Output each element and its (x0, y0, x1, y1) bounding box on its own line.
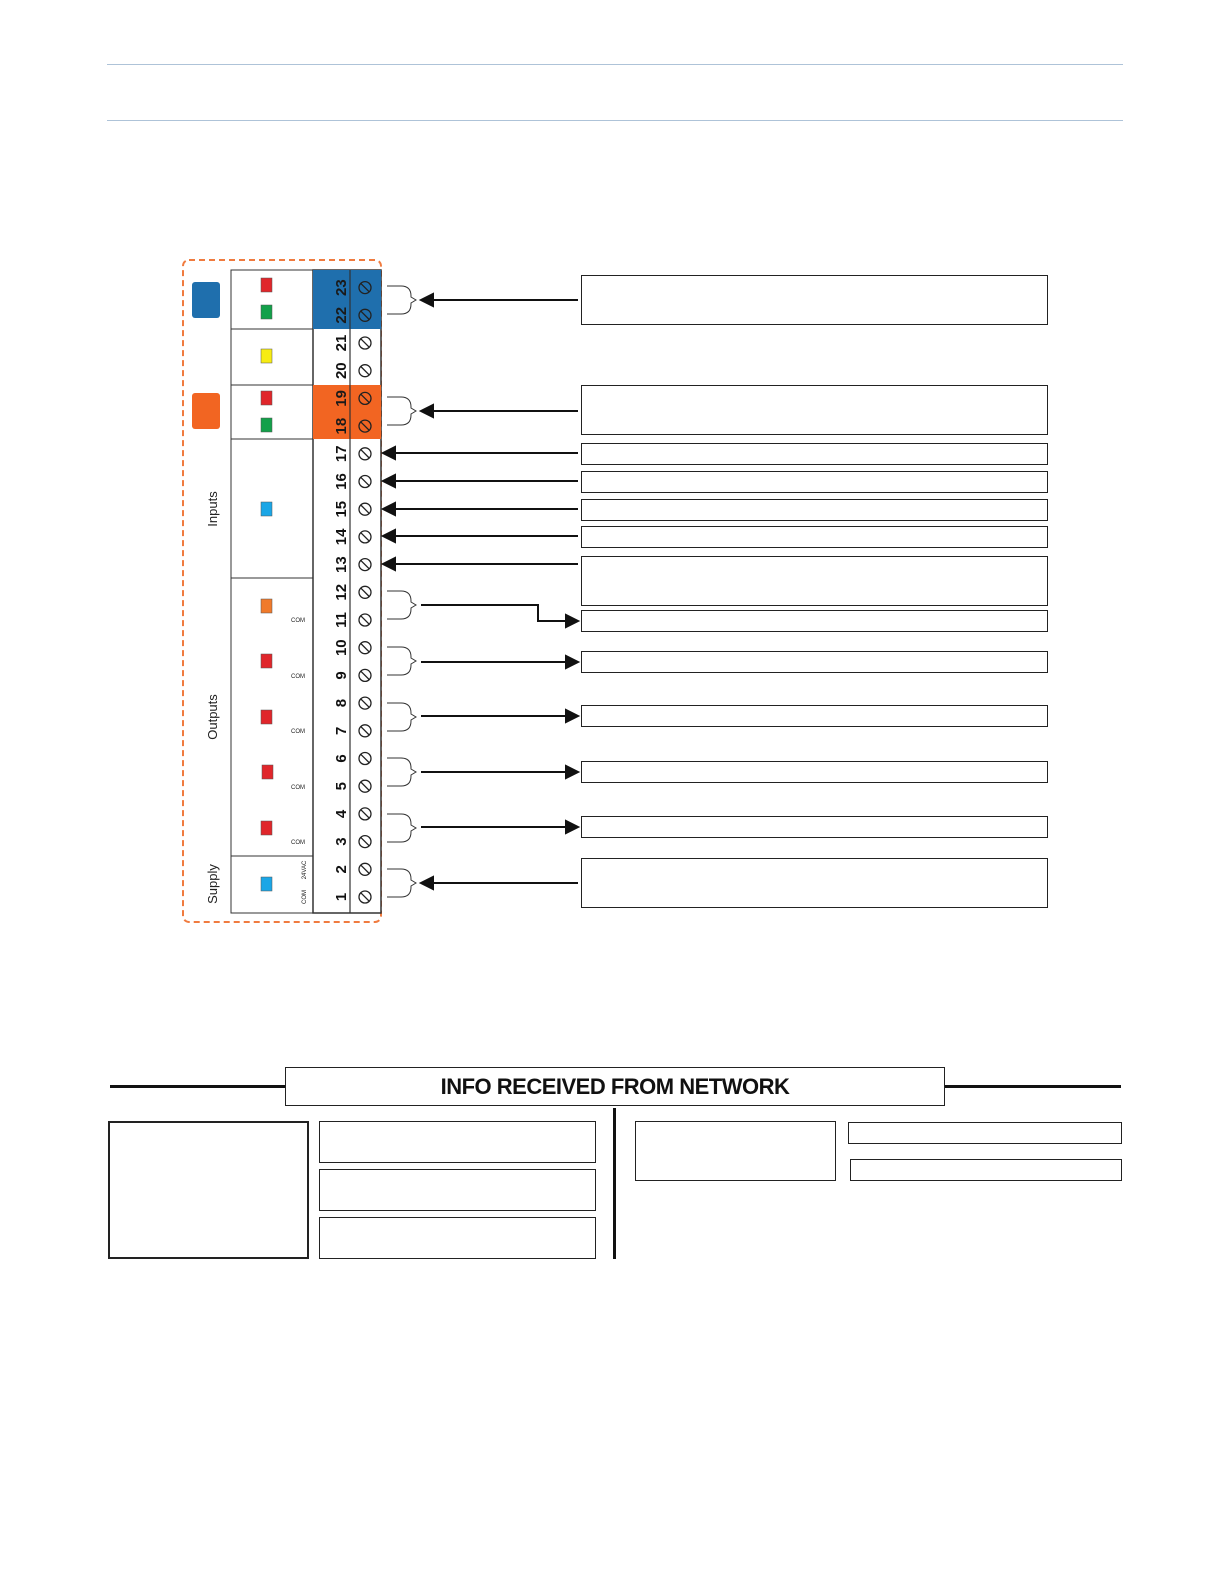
arrow-head (566, 656, 578, 668)
arrow-head (566, 766, 578, 778)
led-cyan (261, 502, 272, 516)
arrow-head (383, 530, 395, 542)
led-red (261, 710, 272, 724)
terminal-number-16: 16 (333, 473, 350, 490)
terminal-number-22: 22 (333, 306, 350, 324)
network-info-box-large (108, 1121, 309, 1259)
terminal-number-12: 12 (333, 583, 350, 601)
supply-com-label: COM (302, 890, 308, 904)
network-info-box (850, 1159, 1122, 1181)
terminal-number-21: 21 (333, 334, 350, 352)
section-label-outputs: Outputs (205, 694, 220, 740)
terminal-number-8: 8 (333, 698, 350, 708)
terminal-3-4-box (581, 816, 1048, 838)
terminal-17-box (581, 443, 1048, 465)
supply-24vac-label: 24VAC (302, 860, 308, 880)
section-label-supply: Supply (205, 864, 220, 904)
terminal-number-4: 4 (333, 809, 350, 819)
arrow-head (383, 447, 395, 459)
com-label: COM (291, 618, 305, 624)
terminal-number-1: 1 (333, 892, 350, 902)
network-panel-divider (613, 1108, 616, 1259)
com-label: COM (291, 674, 305, 680)
brace (387, 397, 416, 425)
brace (387, 647, 416, 675)
terminal-1-2-box (581, 858, 1048, 908)
terminal-13-box (581, 556, 1048, 606)
network-info-box (319, 1217, 596, 1259)
terminal-16-box (581, 471, 1048, 493)
terminal-11-12-box (581, 610, 1048, 632)
arrow-head (566, 710, 578, 722)
terminal-number-5: 5 (333, 782, 350, 791)
network-panel-title: INFO RECEIVED FROM NETWORK (440, 1073, 790, 1099)
network-info-box (635, 1121, 836, 1181)
network-rule-right (944, 1085, 1121, 1088)
led-green (261, 418, 272, 432)
terminal-22-23-box (581, 275, 1048, 325)
led-green (261, 305, 272, 319)
terminal-number-14: 14 (333, 528, 350, 546)
arrow-head (421, 294, 433, 306)
arrow-head (421, 877, 433, 889)
led-red (261, 391, 272, 405)
arrow-head (383, 558, 395, 570)
terminal-number-2: 2 (333, 865, 350, 874)
terminal-number-9: 9 (333, 671, 350, 680)
brace (387, 591, 416, 619)
network-panel-title-box (285, 1067, 945, 1106)
arrow-head (421, 405, 433, 417)
terminal-number-23: 23 (333, 279, 350, 296)
terminal-5-6-box (581, 761, 1048, 783)
brace (387, 286, 416, 314)
terminal-number-20: 20 (333, 362, 350, 380)
terminal-15-box (581, 499, 1048, 521)
brace (387, 814, 416, 842)
terminal-number-17: 17 (333, 445, 350, 463)
led-red (261, 278, 272, 292)
terminal-14-box (581, 526, 1048, 548)
terminal-number-6: 6 (333, 754, 350, 763)
network-info-box (848, 1122, 1122, 1144)
terminal-number-10: 10 (333, 639, 350, 657)
network-info-box (319, 1169, 596, 1211)
arrow-head (566, 821, 578, 833)
arrow-head (566, 615, 578, 627)
led-orange (261, 599, 272, 613)
terminal-9-10-box (581, 651, 1048, 673)
orange-indicator (192, 393, 220, 429)
network-info-box (319, 1121, 596, 1163)
led-red (261, 821, 272, 835)
arrow-head (383, 503, 395, 515)
com-label: COM (291, 840, 305, 846)
arrow-head (383, 475, 395, 487)
com-label: COM (291, 785, 305, 791)
led-red (262, 765, 273, 779)
led-cyan (261, 877, 272, 891)
terminal-number-7: 7 (333, 726, 350, 735)
terminal-number-19: 19 (333, 390, 350, 407)
terminal-18-19-box (581, 385, 1048, 435)
brace (387, 758, 416, 786)
blue-indicator (192, 282, 220, 318)
led-yellow (261, 349, 272, 363)
terminal-7-8-box (581, 705, 1048, 727)
network-rule-left (110, 1085, 286, 1088)
terminal-number-3: 3 (333, 837, 350, 846)
terminal-number-13: 13 (333, 556, 350, 573)
section-label-inputs: Inputs (205, 491, 220, 527)
terminal-number-11: 11 (333, 612, 350, 628)
led-red (261, 654, 272, 668)
terminal-number-18: 18 (333, 417, 350, 435)
brace (387, 869, 416, 897)
terminal-number-15: 15 (333, 500, 350, 518)
brace (387, 703, 416, 731)
led-panel (231, 270, 313, 913)
com-label: COM (291, 729, 305, 735)
